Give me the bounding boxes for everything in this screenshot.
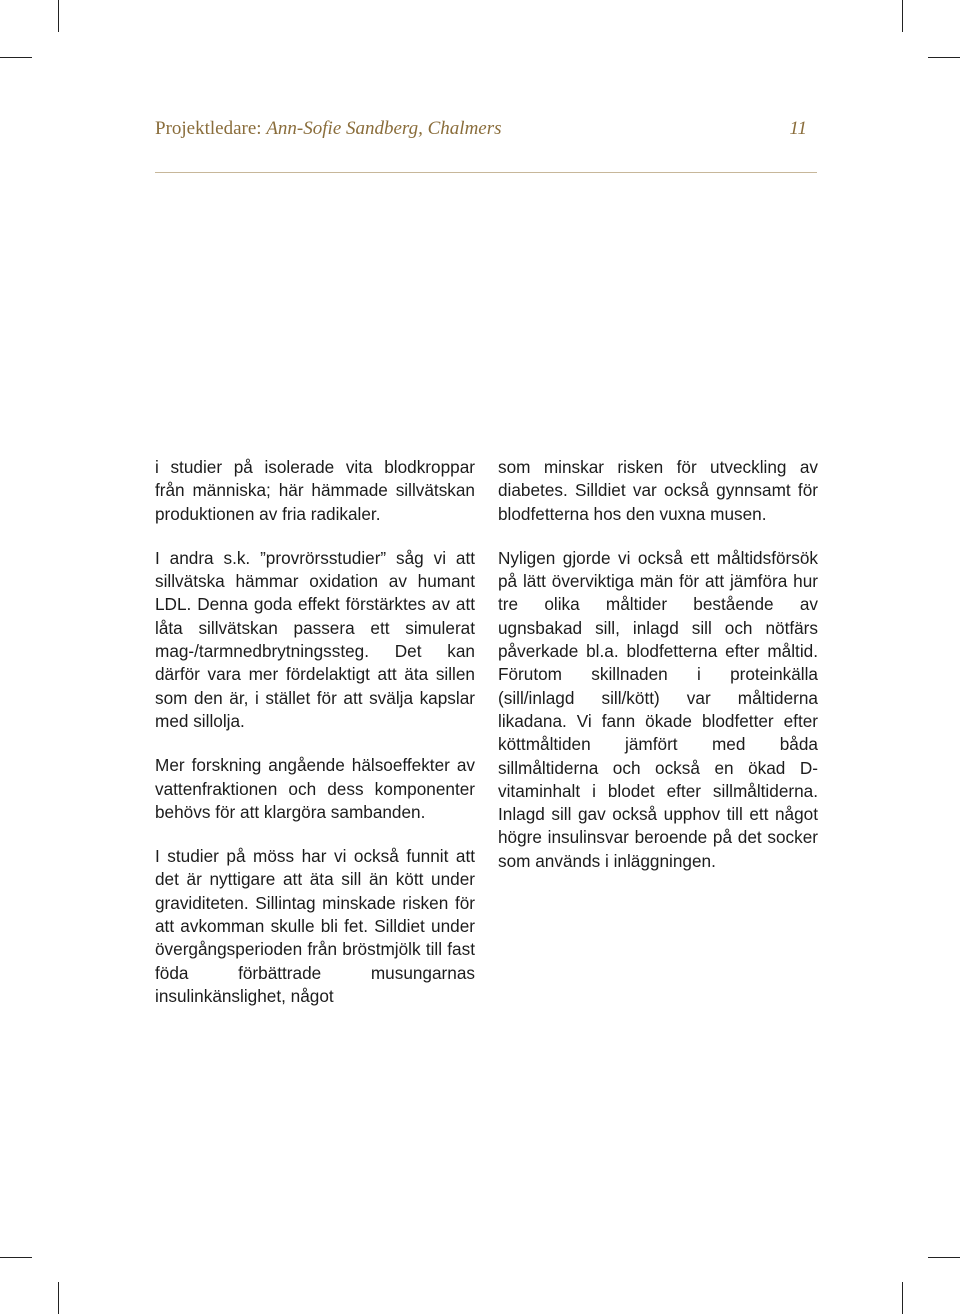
header-project-leader-name: Ann-Sofie Sandberg, Chalmers xyxy=(266,118,502,139)
left-column xyxy=(155,456,475,1029)
header-rule xyxy=(155,172,817,173)
crop-mark-top-right-vertical xyxy=(902,0,903,32)
crop-mark-top-left-vertical xyxy=(58,0,59,32)
crop-mark-top-left-horizontal xyxy=(0,57,32,58)
left-paragraph-4: I studier på möss har vi också funnit att det är nyttigare att äta sill än kött under graviditeten. Sillintag minskade risken för att avkomman skulle bli fet. Silldiet under övergångsperioden från bröstmjölk till fast föda förbättrade musungarnas insulinkänslighet, något xyxy=(155,846,475,1006)
left-paragraph-2: I andra s.k. ”provrörsstudier” såg vi att sillvätska hämmar oxidation av humant LDL. Denna goda effekt förstärktes av att låta sillvätskan passera ett simulerat mag-/tarmnedbrytningssteg. Det kan därför vara mer fördelaktigt att äta sillen som den är, i stället för att svälja kapslar med sillolja. xyxy=(155,547,475,731)
running-header xyxy=(155,118,817,146)
left-paragraph-3: Mer forskning angående hälsoeffekter av vattenfraktionen och dess komponenter behövs för att klargöra sambanden. xyxy=(155,755,475,822)
left-paragraph-1: i studier på isolerade vita blodkroppar från människa; här hämmade sillvätskan produktionen av fria radikaler. xyxy=(155,457,475,524)
right-column xyxy=(498,456,818,894)
crop-mark-bottom-right-vertical xyxy=(902,1282,903,1314)
header-label: Projektledare: xyxy=(155,118,267,139)
right-paragraph-2: Nyligen gjorde vi också ett måltidsförsök på lätt överviktiga män för att jämföra hur tre olika måltider bestående av ugnsbakad sill, inlagd sill och nötfärs påverkade bl.a. blodfetterna efter måltid. Förutom skillnaden i proteinkälla (sill/inlagd sill/kött) var måltiderna likadana. Vi fann ökade blodfetter efter köttmåltiden jämfört med båda sillmåltiderna och också en ökad D-vitaminhalt i blodet efter sillmåltiderna. Inlagd sill gav också upphov till ett något högre insulinsvar beroende på det socker som används i inläggningen. xyxy=(498,547,818,871)
crop-mark-bottom-left-horizontal xyxy=(0,1257,32,1258)
right-paragraph-1: som minskar risken för utveckling av diabetes. Silldiet var också gynnsamt för blodfetterna hos den vuxna musen. xyxy=(498,457,818,524)
crop-mark-bottom-left-vertical xyxy=(58,1282,59,1314)
crop-mark-bottom-right-horizontal xyxy=(928,1257,960,1258)
crop-mark-top-right-horizontal xyxy=(928,57,960,58)
page-number: 11 xyxy=(789,118,807,139)
